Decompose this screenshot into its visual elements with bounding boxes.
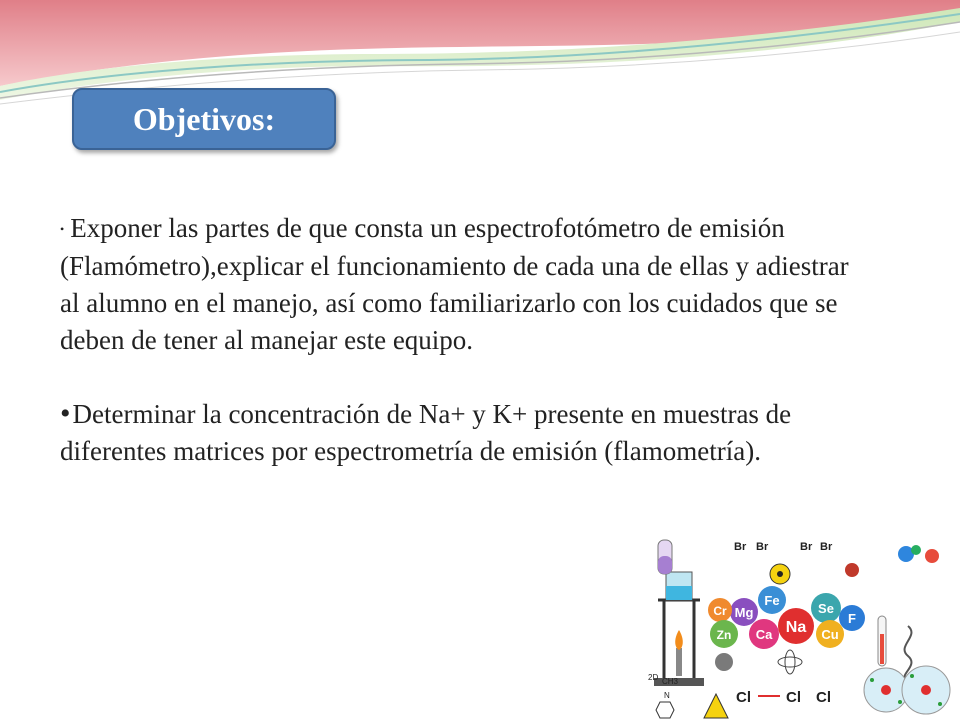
svg-text:2D: 2D — [648, 673, 659, 682]
element-zn: Zn — [716, 628, 732, 642]
element-cl: Cl — [786, 689, 801, 706]
title-box — [72, 88, 336, 150]
element-se: Se — [818, 601, 834, 616]
objective-item-2 — [60, 395, 860, 470]
element-cl: Cl — [736, 689, 751, 706]
svg-text:N: N — [664, 691, 670, 700]
element-label: Br — [820, 541, 833, 553]
element-cr: Cr — [713, 604, 727, 618]
element-label: Br — [756, 541, 769, 553]
objective-text-1: Exponer las partes de que consta un espectrofotómetro de emisión (Flamómetro),explicar el funcionamiento de cada una de ellas y adiestrar al alumno en el manejo, así como familiarizarlo con los cuidados que se deben de tener al manejar este equipo. — [60, 213, 849, 355]
element-label: Br — [800, 541, 813, 553]
element-mg: Mg — [734, 605, 754, 620]
objective-item-1 — [60, 210, 860, 359]
test-tube-icon — [658, 540, 672, 574]
element-ca: Ca — [755, 627, 773, 642]
objective-text-2: Determinar la concentración de Na+ y K+ presente en muestras de diferentes matrices por espectrometría de emisión (flamometría). — [60, 399, 792, 466]
slide-title: Objetivos: — [132, 100, 276, 137]
element-cu: Cu — [821, 627, 839, 642]
bullet-icon: • — [60, 222, 65, 236]
warning-icon — [845, 563, 859, 577]
svg-text:CH3: CH3 — [662, 677, 679, 686]
chemistry-collage-image — [640, 530, 960, 720]
element-na: Na — [785, 619, 807, 636]
atom-icon — [715, 653, 733, 671]
element-label: Br — [734, 541, 747, 553]
objectives-list — [60, 210, 860, 470]
element-fe: Fe — [764, 593, 780, 608]
element-f: F — [848, 611, 856, 626]
bullet-icon: • — [60, 397, 71, 430]
element-cl: Cl — [816, 689, 831, 706]
